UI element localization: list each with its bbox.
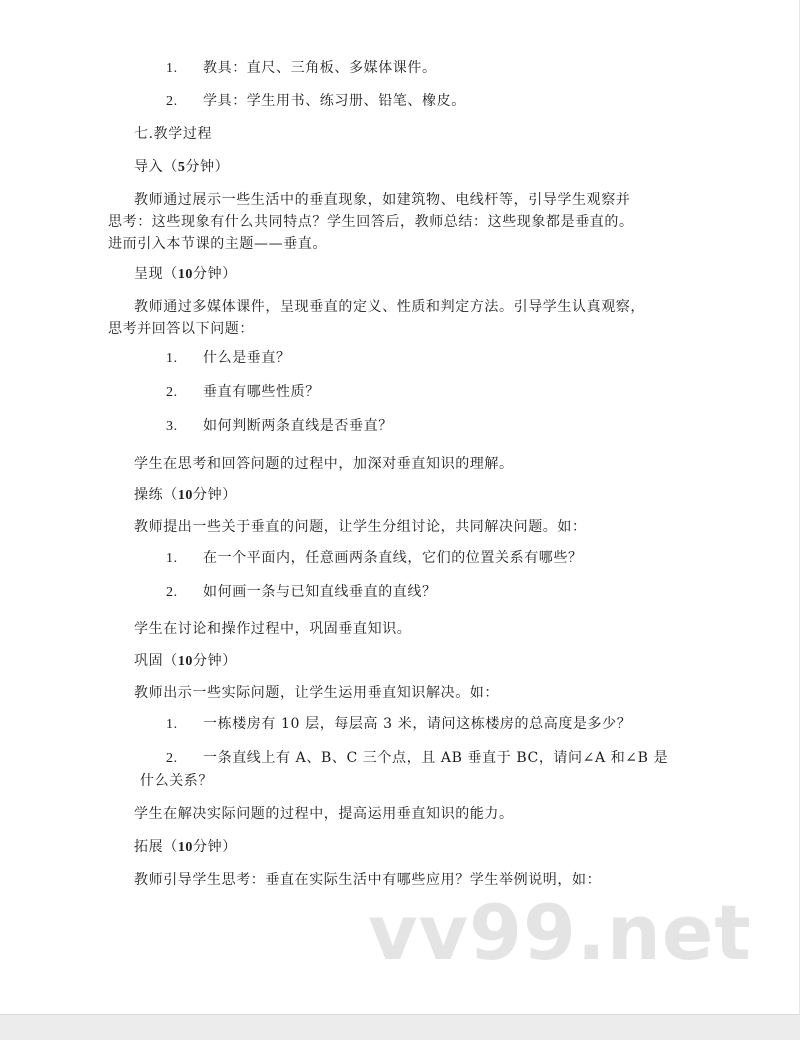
heading-suffix: 分钟）	[193, 487, 237, 503]
intro-paragraph-line-2: 思考：这些现象有什么共同特点？学生回答后，教师总结：这些现象都是垂直的。	[108, 214, 634, 230]
list-text: 垂直有哪些性质？	[203, 384, 320, 400]
list-text: 如何画一条与已知直线垂直的直线？	[203, 584, 437, 600]
list-number: 1.	[166, 351, 178, 366]
present-heading	[134, 264, 237, 285]
list-number: 2.	[166, 585, 178, 600]
extend-paragraph: 教师引导学生思考：垂直在实际生活中有哪些应用？学生举例说明，如：	[134, 872, 602, 888]
practice-question-1	[166, 548, 583, 569]
list-number: 3.	[166, 419, 178, 434]
consolidate-heading	[134, 651, 237, 672]
list-text: 一条直线上有 A、B、C 三个点，且 AB 垂直于 BC，请问∠A 和∠B 是	[203, 750, 669, 766]
heading-prefix: 拓展（	[134, 839, 178, 855]
heading-prefix: 导入（	[134, 159, 178, 175]
heading-minutes: 10	[177, 654, 194, 669]
list-number: 2.	[166, 751, 178, 766]
list-text: 一栋楼房有 10 层，每层高 3 米，请问这栋楼房的总高度是多少？	[203, 716, 632, 732]
present-paragraph-line-1: 教师通过多媒体课件，呈现垂直的定义、性质和判定方法。引导学生认真观察，	[134, 299, 645, 315]
list-text: 在一个平面内，任意画两条直线，它们的位置关系有哪些？	[203, 550, 583, 566]
present-question-1	[166, 348, 291, 369]
list-text: 什么是垂直？	[203, 350, 291, 366]
heading-suffix: 分钟）	[193, 653, 237, 669]
heading-prefix: 呈现（	[134, 266, 178, 282]
practice-paragraph: 教师提出一些关于垂直的问题，让学生分组讨论，共同解决问题。如：	[134, 519, 587, 535]
heading-suffix: 分钟）	[193, 839, 237, 855]
list-number: 1.	[166, 717, 178, 732]
extend-heading	[134, 837, 237, 858]
list-number: 1.	[166, 61, 178, 76]
present-summary: 学生在思考和回答问题的过程中，加深对垂直知识的理解。	[134, 456, 514, 472]
list-number: 2.	[166, 94, 178, 109]
practice-question-2	[166, 582, 437, 603]
heading-suffix: 分钟）	[185, 159, 230, 175]
heading-prefix: 巩固（	[134, 653, 178, 669]
present-question-3	[166, 416, 393, 437]
list-text: 如何判断两条直线是否垂直？	[203, 418, 393, 434]
heading-minutes: 5	[177, 160, 186, 175]
consolidate-question-2-continued: 什么关系？	[140, 773, 213, 789]
practice-heading	[134, 485, 237, 506]
materials-item-2	[166, 91, 466, 112]
process-heading: 七.教学过程	[134, 126, 213, 142]
heading-suffix: 分钟）	[193, 266, 237, 282]
heading-prefix: 操练（	[134, 487, 178, 503]
consolidate-paragraph: 教师出示一些实际问题，让学生运用垂直知识解决。如：	[134, 685, 499, 701]
practice-summary: 学生在讨论和操作过程中，巩固垂直知识。	[134, 621, 412, 637]
consolidate-question-1	[166, 714, 631, 735]
list-number: 1.	[166, 551, 178, 566]
heading-minutes: 10	[177, 267, 194, 282]
intro-paragraph-line-3: 进而引入本节课的主题——垂直。	[108, 236, 327, 252]
materials-item-1	[166, 58, 437, 79]
heading-minutes: 10	[177, 488, 194, 503]
present-question-2	[166, 382, 320, 403]
page-bottom-edge	[0, 1014, 800, 1040]
intro-paragraph-line-1: 教师通过展示一些生活中的垂直现象，如建筑物、电线杆等，引导学生观察并	[134, 192, 631, 208]
list-number: 2.	[166, 385, 178, 400]
watermark: vv99.net	[368, 888, 752, 977]
consolidate-summary: 学生在解决实际问题的过程中，提高运用垂直知识的能力。	[134, 806, 514, 822]
list-text: 学具：学生用书、练习册、铅笔、橡皮。	[203, 93, 466, 109]
list-text: 教具：直尺、三角板、多媒体课件。	[203, 60, 437, 76]
consolidate-question-2	[166, 748, 668, 769]
present-paragraph-line-2: 思考并回答以下问题：	[108, 321, 254, 337]
heading-minutes: 10	[177, 840, 194, 855]
intro-heading	[134, 157, 229, 178]
